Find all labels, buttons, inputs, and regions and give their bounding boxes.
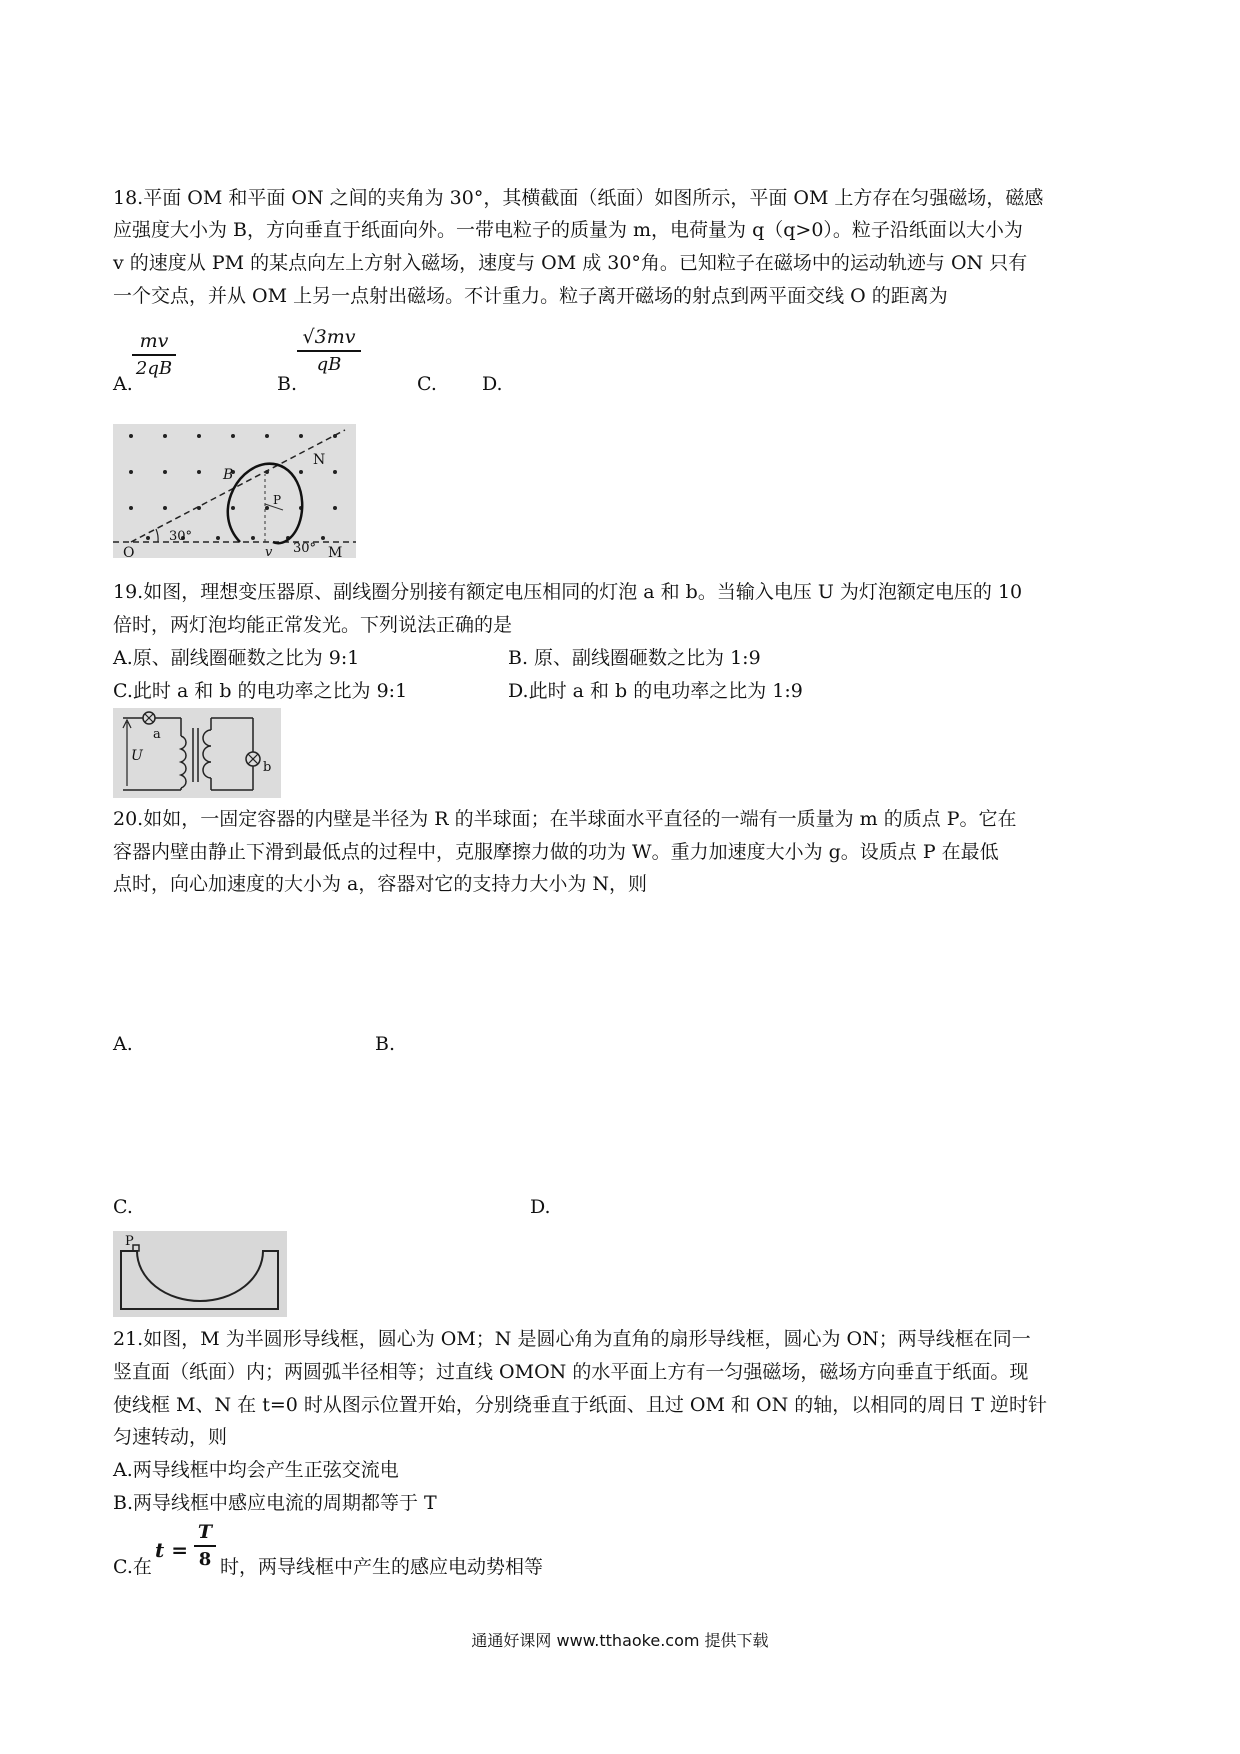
figure-label-m: M bbox=[328, 545, 343, 558]
q21-option-b: B.两导线框中感应电流的周期都等于 T bbox=[113, 1492, 437, 1514]
figure-background bbox=[113, 1231, 287, 1317]
q18-line-4: 一个交点，并从 OM 上另一点射出磁场。不计重力。粒子离开磁场的射点到两平面交线 O 的距离为 bbox=[113, 285, 948, 307]
q18-option-b-fraction bbox=[297, 326, 361, 376]
figure-label-a: a bbox=[153, 727, 161, 742]
fraction-denominator: 8 bbox=[198, 1549, 212, 1570]
hemisphere-container-figure bbox=[113, 1231, 287, 1317]
q21-option-c-lhs: t = bbox=[155, 1538, 188, 1562]
fraction-bar bbox=[194, 1545, 216, 1547]
fraction-numerator: mv bbox=[139, 330, 169, 352]
q18-option-a: A. bbox=[113, 373, 133, 395]
fraction-numerator: √3mv bbox=[302, 326, 356, 348]
figure-label-n: N bbox=[313, 452, 326, 468]
q21-line-2: 竖直面（纸面）内；两圆弧半径相等；过直线 OMON 的水平面上方有一匀强磁场，磁场方向垂直于纸面。现 bbox=[113, 1361, 1029, 1383]
q18-line-1: 18.平面 OM 和平面 ON 之间的夹角为 30°，其横截面（纸面）如图所示，平面 OM 上方存在匀强磁场，磁感 bbox=[113, 187, 1044, 209]
q20-option-a: A. bbox=[113, 1033, 133, 1055]
q21-line-4: 匀速转动，则 bbox=[113, 1426, 228, 1448]
figure-label-angle2: 30° bbox=[293, 541, 317, 556]
transformer-figure bbox=[113, 708, 281, 798]
fraction-denominator: 2qB bbox=[135, 358, 173, 379]
q21-option-a: A.两导线框中均会产生正弦交流电 bbox=[113, 1459, 399, 1481]
fraction-bar bbox=[297, 350, 361, 352]
q19-option-a: A.原、副线圈砸数之比为 9:1 bbox=[113, 647, 360, 669]
q20-line-3: 点时，向心加速度的大小为 a，容器对它的支持力大小为 N，则 bbox=[113, 873, 648, 895]
q21-line-3: 使线框 M、N 在 t=0 时从图示位置开始，分别绕垂直于纸面、且过 OM 和 ON 的轴，以相同的周日 T 逆时针 bbox=[113, 1394, 1048, 1416]
figure-label-p: P bbox=[125, 1234, 134, 1249]
q18-line-2: 应强度大小为 B，方向垂直于纸面向外。一带电粒子的质量为 m，电荷量为 q（q>0）。粒子沿纸面以大小为 bbox=[113, 219, 1023, 241]
q20-option-d: D. bbox=[530, 1196, 551, 1218]
q20-option-c: C. bbox=[113, 1196, 133, 1218]
q20-option-b: B. bbox=[375, 1033, 396, 1055]
fraction-bar bbox=[132, 354, 176, 356]
q18-line-3: v 的速度从 PM 的某点向左上方射入磁场，速度与 OM 成 30°角。已知粒子在磁场中的运动轨迹与 ON 只有 bbox=[113, 252, 1028, 274]
q19-line-2: 倍时，两灯泡均能正常发光。下列说法正确的是 bbox=[113, 614, 513, 636]
figure-label-angle1: 30° bbox=[169, 529, 193, 544]
q19-option-d: D.此时 a 和 b 的电功率之比为 1:9 bbox=[508, 680, 803, 702]
page-footer: 通通好课网 www.tthaoke.com 提供下载 bbox=[471, 1631, 769, 1650]
figure-label-u: U bbox=[131, 748, 143, 764]
q18-option-c: C. bbox=[417, 373, 437, 395]
q20-line-2: 容器内壁由静止下滑到最低点的过程中，克服摩擦力做的功为 W。重力加速度大小为 g。设质点 P 在最低 bbox=[113, 841, 999, 863]
q19-option-c: C.此时 a 和 b 的电功率之比为 9:1 bbox=[113, 680, 408, 702]
q18-option-d: D. bbox=[482, 373, 503, 395]
q18-option-a-fraction bbox=[132, 330, 176, 380]
figure-label-v: v bbox=[265, 545, 273, 558]
q20-line-1: 20.如如，一固定容器的内壁是半径为 R 的半球面；在半球面水平直径的一端有一质量为 m 的质点 P。它在 bbox=[113, 808, 1017, 830]
fraction-numerator: T bbox=[197, 1521, 213, 1543]
q21-option-c-fraction bbox=[194, 1521, 216, 1571]
q21-option-c-suffix: 时，两导线框中产生的感应电动势相等 bbox=[220, 1556, 544, 1578]
q19-line-1: 19.如图，理想变压器原、副线圈分别接有额定电压相同的灯泡 a 和 b。当输入电压 U 为灯泡额定电压的 10 bbox=[113, 581, 1023, 603]
magnetic-field-figure bbox=[113, 424, 356, 558]
figure-label-o: O bbox=[123, 545, 135, 558]
fraction-denominator: qB bbox=[316, 354, 342, 375]
q19-option-b: B. 原、副线圈砸数之比为 1:9 bbox=[508, 647, 761, 669]
q21-line-1: 21.如图，M 为半圆形导线框，圆心为 OM；N 是圆心角为直角的扇形导线框，圆心为 ON；两导线框在同一 bbox=[113, 1328, 1031, 1350]
figure-label-b: B bbox=[223, 467, 234, 483]
figure-label-p: P bbox=[273, 493, 282, 507]
q18-option-b: B. bbox=[277, 373, 298, 395]
q21-option-c-prefix: C.在 bbox=[113, 1556, 152, 1578]
figure-label-b: b bbox=[263, 760, 272, 775]
